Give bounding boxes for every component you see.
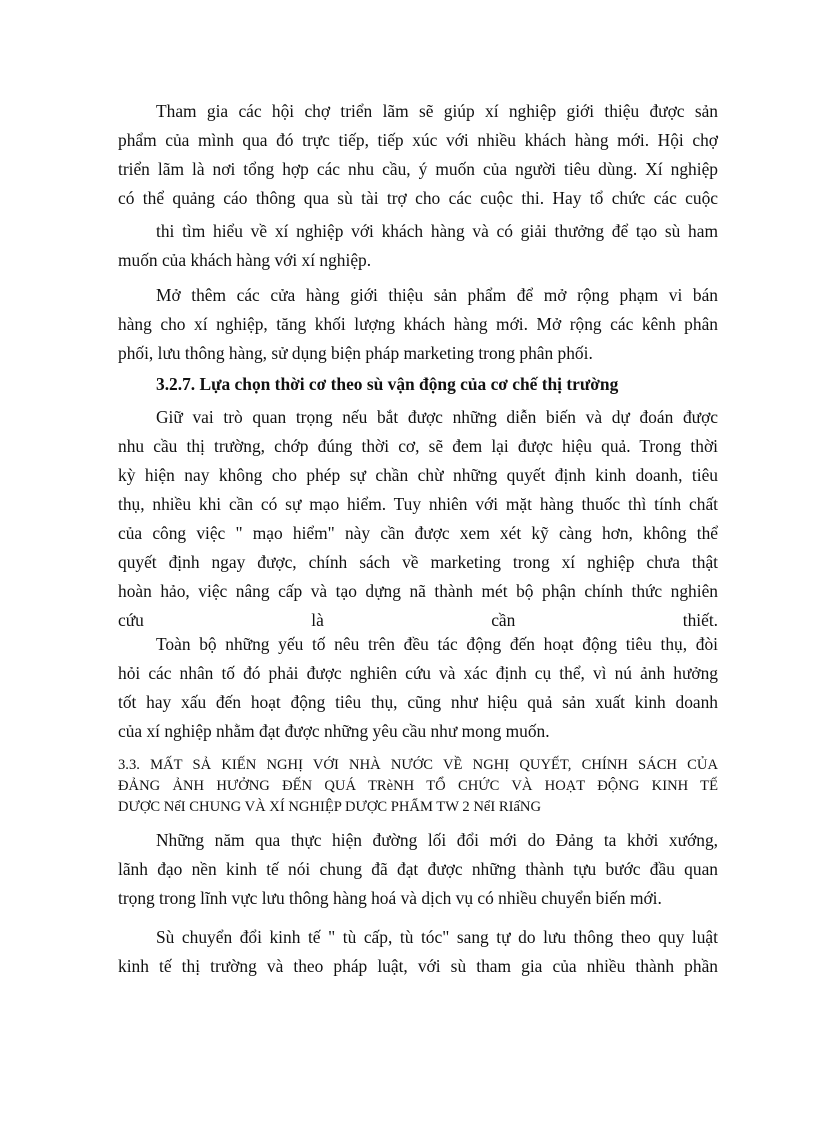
text-line: Tham gia các hội chợ triển lãm sẽ giúp xí nghiệp giới thiệu được sản	[156, 101, 718, 121]
text-line: triển lãm là nơi tổng hợp các nhu cầu, ý muốn của người tiêu dùng. Xí nghiệp	[118, 159, 718, 179]
paragraph-trade-fairs	[118, 97, 718, 213]
text-line: Những năm qua thực hiện đường lối đổi mới do Đảng ta khởi xướng,	[156, 830, 718, 850]
text-line: tốt hay xấu đến hoạt động tiêu thụ, cũng như hiệu quả sản xuất kinh doanh	[118, 692, 718, 712]
text-line: Sù chuyển đổi kinh tế " tù cấp, tù tóc" sang tự do lưu thông theo quy luật	[156, 927, 718, 947]
section-heading-3-2-7	[118, 370, 718, 399]
text-line: kỳ hiện nay không cho phép sự chần chừ những quyết định kinh doanh, tiêu	[118, 465, 718, 485]
heading-text: 3.2.7. Lựa chọn thời cơ theo sù vận động của cơ chế thị trường	[156, 374, 619, 394]
paragraph-contests	[118, 217, 718, 275]
text-line: hỏi các nhân tố đó phải được nghiên cứu và xác định cụ thể, vì nú ảnh hưởng	[118, 663, 718, 683]
text-line: hàng cho xí nghiệp, tăng khối lượng khách hàng mới. Mở rộng các kênh phân	[118, 314, 718, 334]
heading-text: ĐẢNG ẢNH HƯỞNG ĐẾN QUÁ TRèNH TỔ CHỨC VÀ HOẠT ĐỘNG KINH TẾ	[118, 778, 718, 794]
heading-text: DƯỢC NểI CHUNG VÀ XÍ NGHIỆP DƯỢC PHẨM TW 2 NểI RIấNG	[118, 799, 542, 815]
paragraph-timing	[118, 403, 718, 635]
text-line: cứu là cần thiết.	[118, 610, 718, 630]
text-line: có thể quảng cáo thông qua sù tài trợ cho các cuộc thi. Hay tổ chức các cuộc	[118, 188, 718, 208]
text-line: của xí nghiệp nhằm đạt được những yêu cầu như mong muốn.	[118, 721, 550, 741]
text-line: thụ, nhiều khi cần có sự mạo hiểm. Tuy nhiên với mặt hàng thuốc thì tính chất	[118, 494, 718, 514]
paragraph-transition	[118, 923, 718, 981]
text-line: hoàn hảo, việc nâng cấp và tạo dựng nã thành mét bộ phận chính thức nghiên	[118, 581, 718, 601]
paragraph-factors	[118, 630, 718, 746]
heading-text: 3.3. MẤT SẢ KIẾN NGHỊ VỚI NHÀ NƯỚC VỀ NGHỊ QUYẾT, CHÍNH SÁCH CỦA	[118, 757, 718, 773]
section-heading-3-3	[118, 755, 718, 818]
text-line: lãnh đạo nền kinh tế nói chung đã đạt được những thành tựu bước đầu quan	[118, 859, 718, 879]
paragraph-stores	[118, 281, 718, 368]
text-line: phối, lưu thông hàng, sử dụng biện pháp marketing trong phân phối.	[118, 343, 593, 363]
text-line: kinh tế thị trường và theo pháp luật, với sù tham gia của nhiều thành phần	[118, 956, 718, 976]
paragraph-reform	[118, 826, 718, 913]
text-line: trọng trong lĩnh vực lưu thông hàng hoá và dịch vụ có nhiều chuyển biến mới.	[118, 888, 662, 908]
text-line: quyết định ngay được, chính sách về marketing trong xí nghiệp chưa thật	[118, 552, 718, 572]
text-line: Toàn bộ những yếu tố nêu trên đều tác động đến hoạt động tiêu thụ, đòi	[156, 634, 718, 654]
text-line: phẩm của mình qua đó trực tiếp, tiếp xúc với nhiều khách hàng mới. Hội chợ	[118, 130, 718, 150]
text-line: thi tìm hiểu về xí nghiệp với khách hàng và có giải thưởng để tạo sù ham	[156, 221, 718, 241]
text-line: của công việc " mạo hiểm" này cần được xem xét kỹ càng hơn, không thể	[118, 523, 718, 543]
text-line: nhu cầu thị trường, chớp đúng thời cơ, sẽ đem lại được hiệu quả. Trong thời	[118, 436, 718, 456]
text-line: muốn của khách hàng với xí nghiệp.	[118, 250, 372, 270]
text-line: Giữ vai trò quan trọng nếu bắt được những diễn biến và dự đoán được	[156, 407, 718, 427]
text-line: Mở thêm các cửa hàng giới thiệu sản phẩm để mở rộng phạm vi bán	[156, 285, 718, 305]
